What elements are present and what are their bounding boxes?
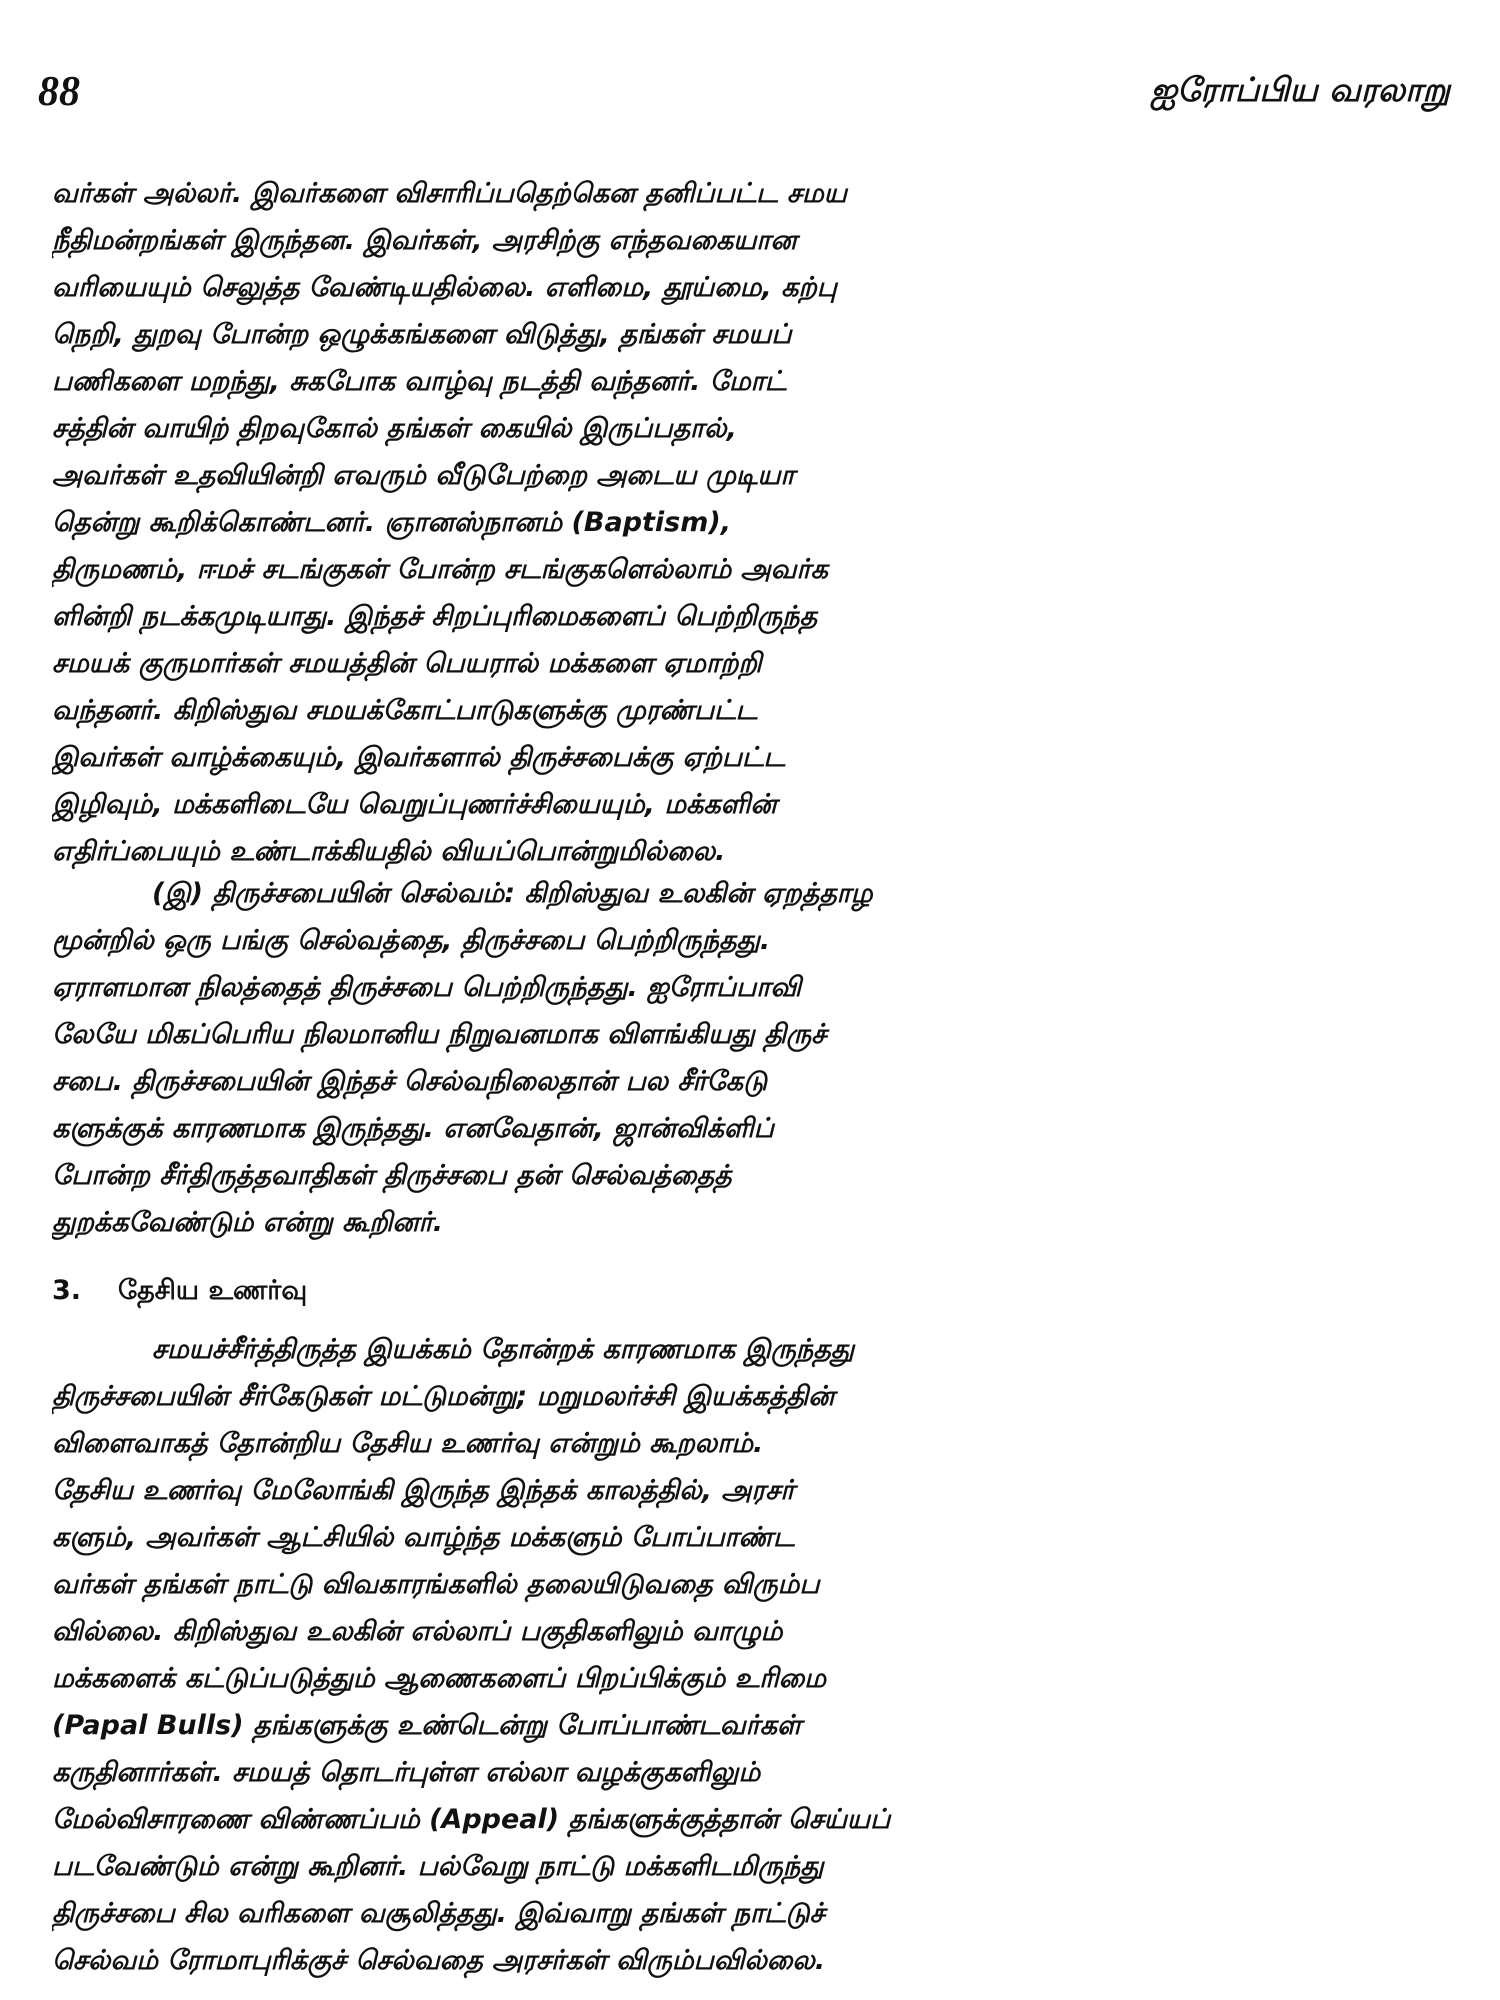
page-header xyxy=(38,68,1450,128)
text-line: வர்கள் அல்லர். இவர்களை விசாரிப்பதெற்கென தனிப்பட்ட சமய xyxy=(52,178,847,209)
text-line: திருச்சபையின் சீர்கேடுகள் மட்டுமன்று; மறுமலர்ச்சி இயக்கத்தின் xyxy=(52,1381,835,1412)
text-line: லேயே மிகப்பெரிய நிலமானிய நிறுவனமாக விளங்கியது திருச் xyxy=(52,1019,827,1050)
text-line: போன்ற சீர்திருத்தவாதிகள் திருச்சபை தன் செல்வத்தைத் xyxy=(52,1160,732,1191)
text-line: ஏராளமான நிலத்தைத் திருச்சபை பெற்றிருந்தது. ஐரோப்பாவி xyxy=(52,972,802,1003)
text-line: எதிர்ப்பையும் உண்டாக்கியதில் வியப்பொன்றுமில்லை. xyxy=(52,836,726,867)
section-title: தேசிய உணர்வு xyxy=(118,1275,308,1306)
page-number: 88 xyxy=(38,69,80,115)
section-heading xyxy=(52,1266,1460,1316)
text-line: திருச்சபை சில வரிகளை வசூலித்தது. இவ்வாறு தங்கள் நாட்டுச் xyxy=(52,1898,825,1929)
text-line: சமயக் குருமார்கள் சமயத்தின் பெயரால் மக்களை ஏமாற்றி xyxy=(52,648,762,679)
text-line: துறக்கவேண்டும் என்று கூறினர். xyxy=(52,1207,443,1238)
text-line: இழிவும், மக்களிடையே வெறுப்புணர்ச்சியையும், மக்களின் xyxy=(52,789,777,820)
text-line: களும், அவர்கள் ஆட்சியில் வாழ்ந்த மக்களும் போப்பாண்ட xyxy=(52,1522,795,1553)
text-line: படவேண்டும் என்று கூறினர். பல்வேறு நாட்டு மக்களிடமிருந்து xyxy=(52,1851,824,1882)
text-line: தேசிய உணர்வு மேலோங்கி இருந்த இந்தக் காலத்தில், அரசர் xyxy=(52,1475,795,1506)
text-line: இவர்கள் வாழ்க்கையும், இவர்களால் திருச்சபைக்கு ஏற்பட்ட xyxy=(52,742,785,773)
text-line: செல்வம் ரோமாபுரிக்குச் செல்வதை அரசர்கள் விரும்பவில்லை. xyxy=(52,1945,826,1976)
text-line: மக்களைக் கட்டுப்படுத்தும் ஆணைகளைப் பிறப்பிக்கும் உரிமை xyxy=(52,1663,827,1694)
text-line: கருதினார்கள். சமயத் தொடர்புள்ள எல்லா வழக்குகளிலும் xyxy=(52,1757,761,1788)
text-line: வரியையும் செலுத்த வேண்டியதில்லை. எளிமை, தூய்மை, கற்பு xyxy=(52,272,837,303)
text-line: பணிகளை மறந்து, சுகபோக வாழ்வு நடத்தி வந்தனர். மோட் xyxy=(52,366,787,397)
text-line: களுக்குக் காரணமாக இருந்தது. எனவேதான், ஜான்விக்ளிப் xyxy=(52,1113,774,1144)
text-line: சமயச்சீர்த்திருத்த இயக்கம் தோன்றக் காரணமாக இருந்தது xyxy=(152,1334,855,1365)
text-line: நீதிமன்றங்கள் இருந்தன. இவர்கள், அரசிற்கு எந்தவகையான xyxy=(52,225,797,256)
text-line: வில்லை. கிறிஸ்துவ உலகின் எல்லாப் பகுதிகளிலும் வாழும் xyxy=(52,1616,783,1647)
text-line: தென்று கூறிக்கொண்டனர். ஞானஸ்நானம் (Baptism), xyxy=(52,507,731,538)
text-line: வந்தனர். கிறிஸ்துவ சமயக்கோட்பாடுகளுக்கு முரண்பட்ட xyxy=(52,695,758,726)
text-line: அவர்கள் உதவியின்றி எவரும் வீடுபேற்றை அடைய முடியா xyxy=(52,460,795,491)
running-title: ஐரோப்பிய வரலாறு xyxy=(1150,70,1450,109)
text-line: திருமணம், ஈமச் சடங்குகள் போன்ற சடங்குகளெல்லாம் அவர்க xyxy=(52,554,828,585)
text-line: ளின்றி நடக்கமுடியாது. இந்தச் சிறப்புரிமைகளைப் பெற்றிருந்த xyxy=(52,601,818,632)
text-line: சபை. திருச்சபையின் இந்தச் செல்வநிலைதான் பல சீர்கேடு xyxy=(52,1066,768,1097)
section-number: 3. xyxy=(52,1275,82,1306)
text-line: மேல்விசாரணை விண்ணப்பம் (Appeal) தங்களுக்குத்தான் செய்யப் xyxy=(52,1804,891,1835)
text-line: சத்தின் வாயிற் திறவுகோல் தங்கள் கையில் இருப்பதால், xyxy=(52,413,737,444)
text-line: (Papal Bulls) தங்களுக்கு உண்டென்று போப்பாண்டவர்கள் xyxy=(52,1710,802,1741)
text-line: நெறி, துறவு போன்ற ஒழுக்கங்களை விடுத்து, தங்கள் சமயப் xyxy=(52,319,792,350)
text-line: வர்கள் தங்கள் நாட்டு விவகாரங்களில் தலையிடுவதை விரும்ப xyxy=(52,1569,820,1600)
text-line: மூன்றில் ஒரு பங்கு செல்வத்தை, திருச்சபை பெற்றிருந்தது. xyxy=(52,925,771,956)
text-line: விளைவாகத் தோன்றிய தேசிய உணர்வு என்றும் கூறலாம். xyxy=(52,1428,764,1459)
text-line: (இ) திருச்சபையின் செல்வம்: கிறிஸ்துவ உலகின் ஏறத்தாழ xyxy=(152,878,873,909)
